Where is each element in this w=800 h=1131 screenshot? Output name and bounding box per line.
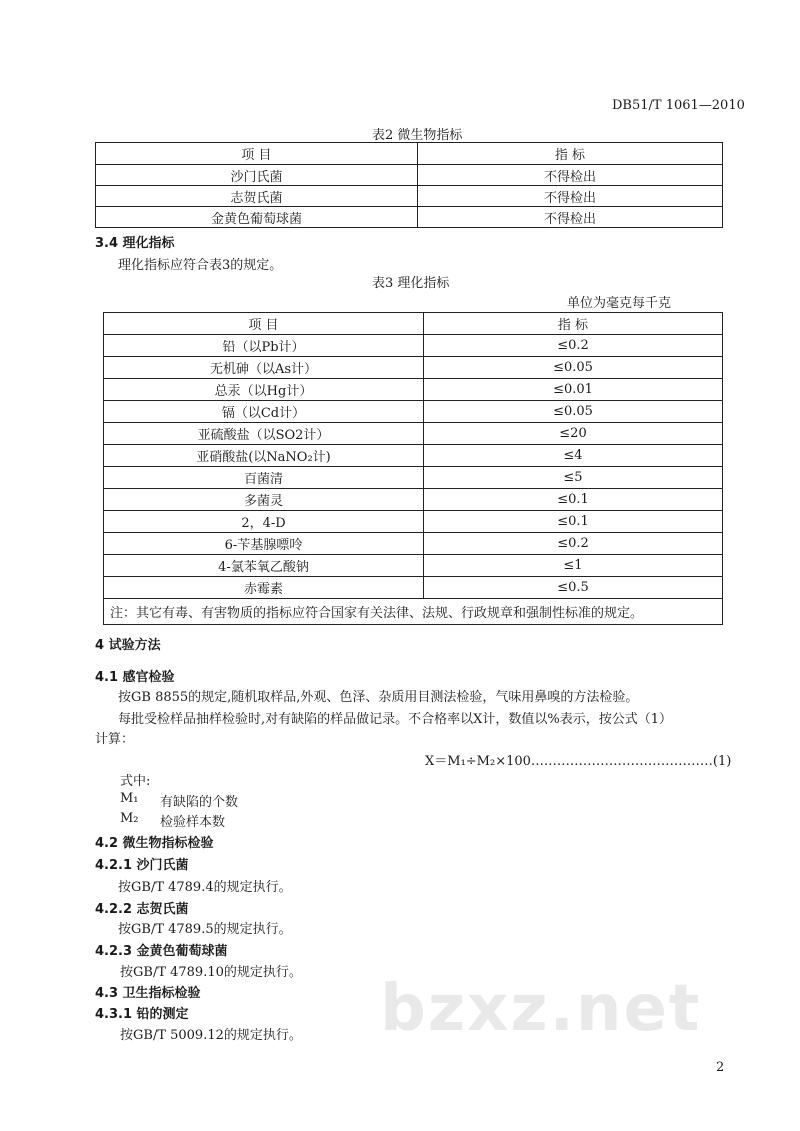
variable-m2-description: 检验样本数	[160, 815, 226, 830]
table-cell: 镉（以Cd计）	[104, 401, 424, 423]
table-cell: 百菌清	[104, 467, 424, 489]
table3-physicochemical	[103, 312, 723, 625]
table-cell: ≤0.5	[424, 577, 723, 599]
column-header-item: 项 目	[96, 143, 418, 165]
table-header-row	[104, 313, 723, 335]
table-cell: ≤0.05	[424, 401, 723, 423]
table-cell: ≤0.2	[424, 335, 723, 357]
section-4-3-heading: 4.3 卫生指标检验	[95, 986, 201, 1001]
table-cell: ≤5	[424, 467, 723, 489]
formula-1: X＝M₁÷M₂×100……………………………………(1)	[425, 754, 732, 769]
table-cell: 沙门氏菌	[96, 165, 418, 186]
column-header-indicator: 指 标	[424, 313, 723, 335]
section-4-2-1-heading: 4.2.1 沙门氏菌	[95, 858, 189, 873]
section-4-2-heading: 4.2 微生物指标检验	[95, 836, 214, 851]
table-header-row	[96, 143, 723, 165]
table-cell: 无机砷（以As计）	[104, 357, 424, 379]
table-row	[104, 533, 723, 555]
table-cell: 赤霉素	[104, 577, 424, 599]
section-3-4-heading: 3.4 理化指标	[95, 236, 175, 251]
table3-caption: 表3 理化指标	[372, 276, 450, 291]
table-cell: 不得检出	[418, 186, 723, 207]
section-4-1-paragraph-2-cont: 计算：	[95, 732, 135, 747]
table-cell: ≤0.05	[424, 357, 723, 379]
section-4-2-1-text: 按GB/T 4789.4的规定执行。	[118, 880, 292, 895]
table-row	[104, 445, 723, 467]
section-4-heading: 4 试验方法	[95, 638, 161, 653]
section-4-3-1-heading: 4.3.1 铅的测定	[95, 1007, 189, 1022]
table-row	[104, 423, 723, 445]
formula-where-label: 式中:	[120, 774, 151, 789]
table-cell: 亚硫酸盐（以SO2计）	[104, 423, 424, 445]
column-header-item: 项 目	[104, 313, 424, 335]
table-row	[96, 207, 723, 228]
section-4-2-3-text: 按GB/T 4789.10的规定执行。	[120, 965, 302, 980]
table-cell: ≤0.1	[424, 511, 723, 533]
table-cell: ≤1	[424, 555, 723, 577]
table-row	[104, 577, 723, 599]
table-row	[96, 165, 723, 186]
table-cell: 志贺氏菌	[96, 186, 418, 207]
table-cell: 6-苄基腺嘌呤	[104, 533, 424, 555]
table-cell: 亚硝酸盐(以NaNO₂计)	[104, 445, 424, 467]
table-cell: ≤0.2	[424, 533, 723, 555]
table3-note: 注：其它有毒、有害物质的指标应符合国家有关法律、法规、行政规章和强制性标准的规定。	[104, 599, 723, 625]
table2-caption: 表2 微生物指标	[372, 128, 463, 143]
table-row	[104, 335, 723, 357]
section-3-4-text: 理化指标应符合表3的规定。	[118, 258, 283, 273]
table-row	[104, 379, 723, 401]
table-cell: 金黄色葡萄球菌	[96, 207, 418, 228]
table-cell: 2，4-D	[104, 511, 424, 533]
section-4-2-2-heading: 4.2.2 志贺氏菌	[95, 902, 189, 917]
variable-m1-description: 有缺陷的个数	[160, 795, 239, 810]
table-row	[96, 186, 723, 207]
table-cell: ≤0.1	[424, 489, 723, 511]
table-note-row	[104, 599, 723, 625]
section-4-1-heading: 4.1 感官检验	[95, 670, 175, 685]
table-row	[104, 401, 723, 423]
table-cell: 总汞（以Hg计）	[104, 379, 424, 401]
table-cell: 不得检出	[418, 165, 723, 186]
section-4-2-2-text: 按GB/T 4789.5的规定执行。	[118, 922, 292, 937]
section-4-2-3-heading: 4.2.3 金黄色葡萄球菌	[95, 944, 228, 959]
table-row	[104, 467, 723, 489]
table3-unit: 单位为毫克每千克	[567, 296, 672, 311]
section-4-1-paragraph-1: 按GB 8855的规定,随机取样品,外观、色泽、杂质用目测法检验，气味用鼻嗅的方法检验。	[118, 690, 639, 705]
table-cell: 多菌灵	[104, 489, 424, 511]
table-cell: 4-氯苯氧乙酸钠	[104, 555, 424, 577]
section-4-3-1-text: 按GB/T 5009.12的规定执行。	[120, 1028, 302, 1043]
table-cell: ≤0.01	[424, 379, 723, 401]
table2-microbial	[95, 142, 723, 228]
document-code: DB51/T 1061—2010	[612, 98, 745, 113]
variable-m2-symbol: M₂	[120, 811, 139, 826]
page-number: 2	[716, 1060, 725, 1075]
table-cell: 铅（以Pb计）	[104, 335, 424, 357]
watermark: bzxz.net	[380, 972, 702, 1046]
section-4-1-paragraph-2: 每批受检样品抽样检验时,对有缺陷的样品做记录。不合格率以X计，数值以%表示，按公式（1）	[118, 712, 673, 727]
table-row	[104, 511, 723, 533]
column-header-indicator: 指 标	[418, 143, 723, 165]
table-cell: ≤4	[424, 445, 723, 467]
table-row	[104, 357, 723, 379]
table-row	[104, 489, 723, 511]
table-cell: ≤20	[424, 423, 723, 445]
table-row	[104, 555, 723, 577]
variable-m1-symbol: M₁	[120, 791, 139, 806]
table-cell: 不得检出	[418, 207, 723, 228]
